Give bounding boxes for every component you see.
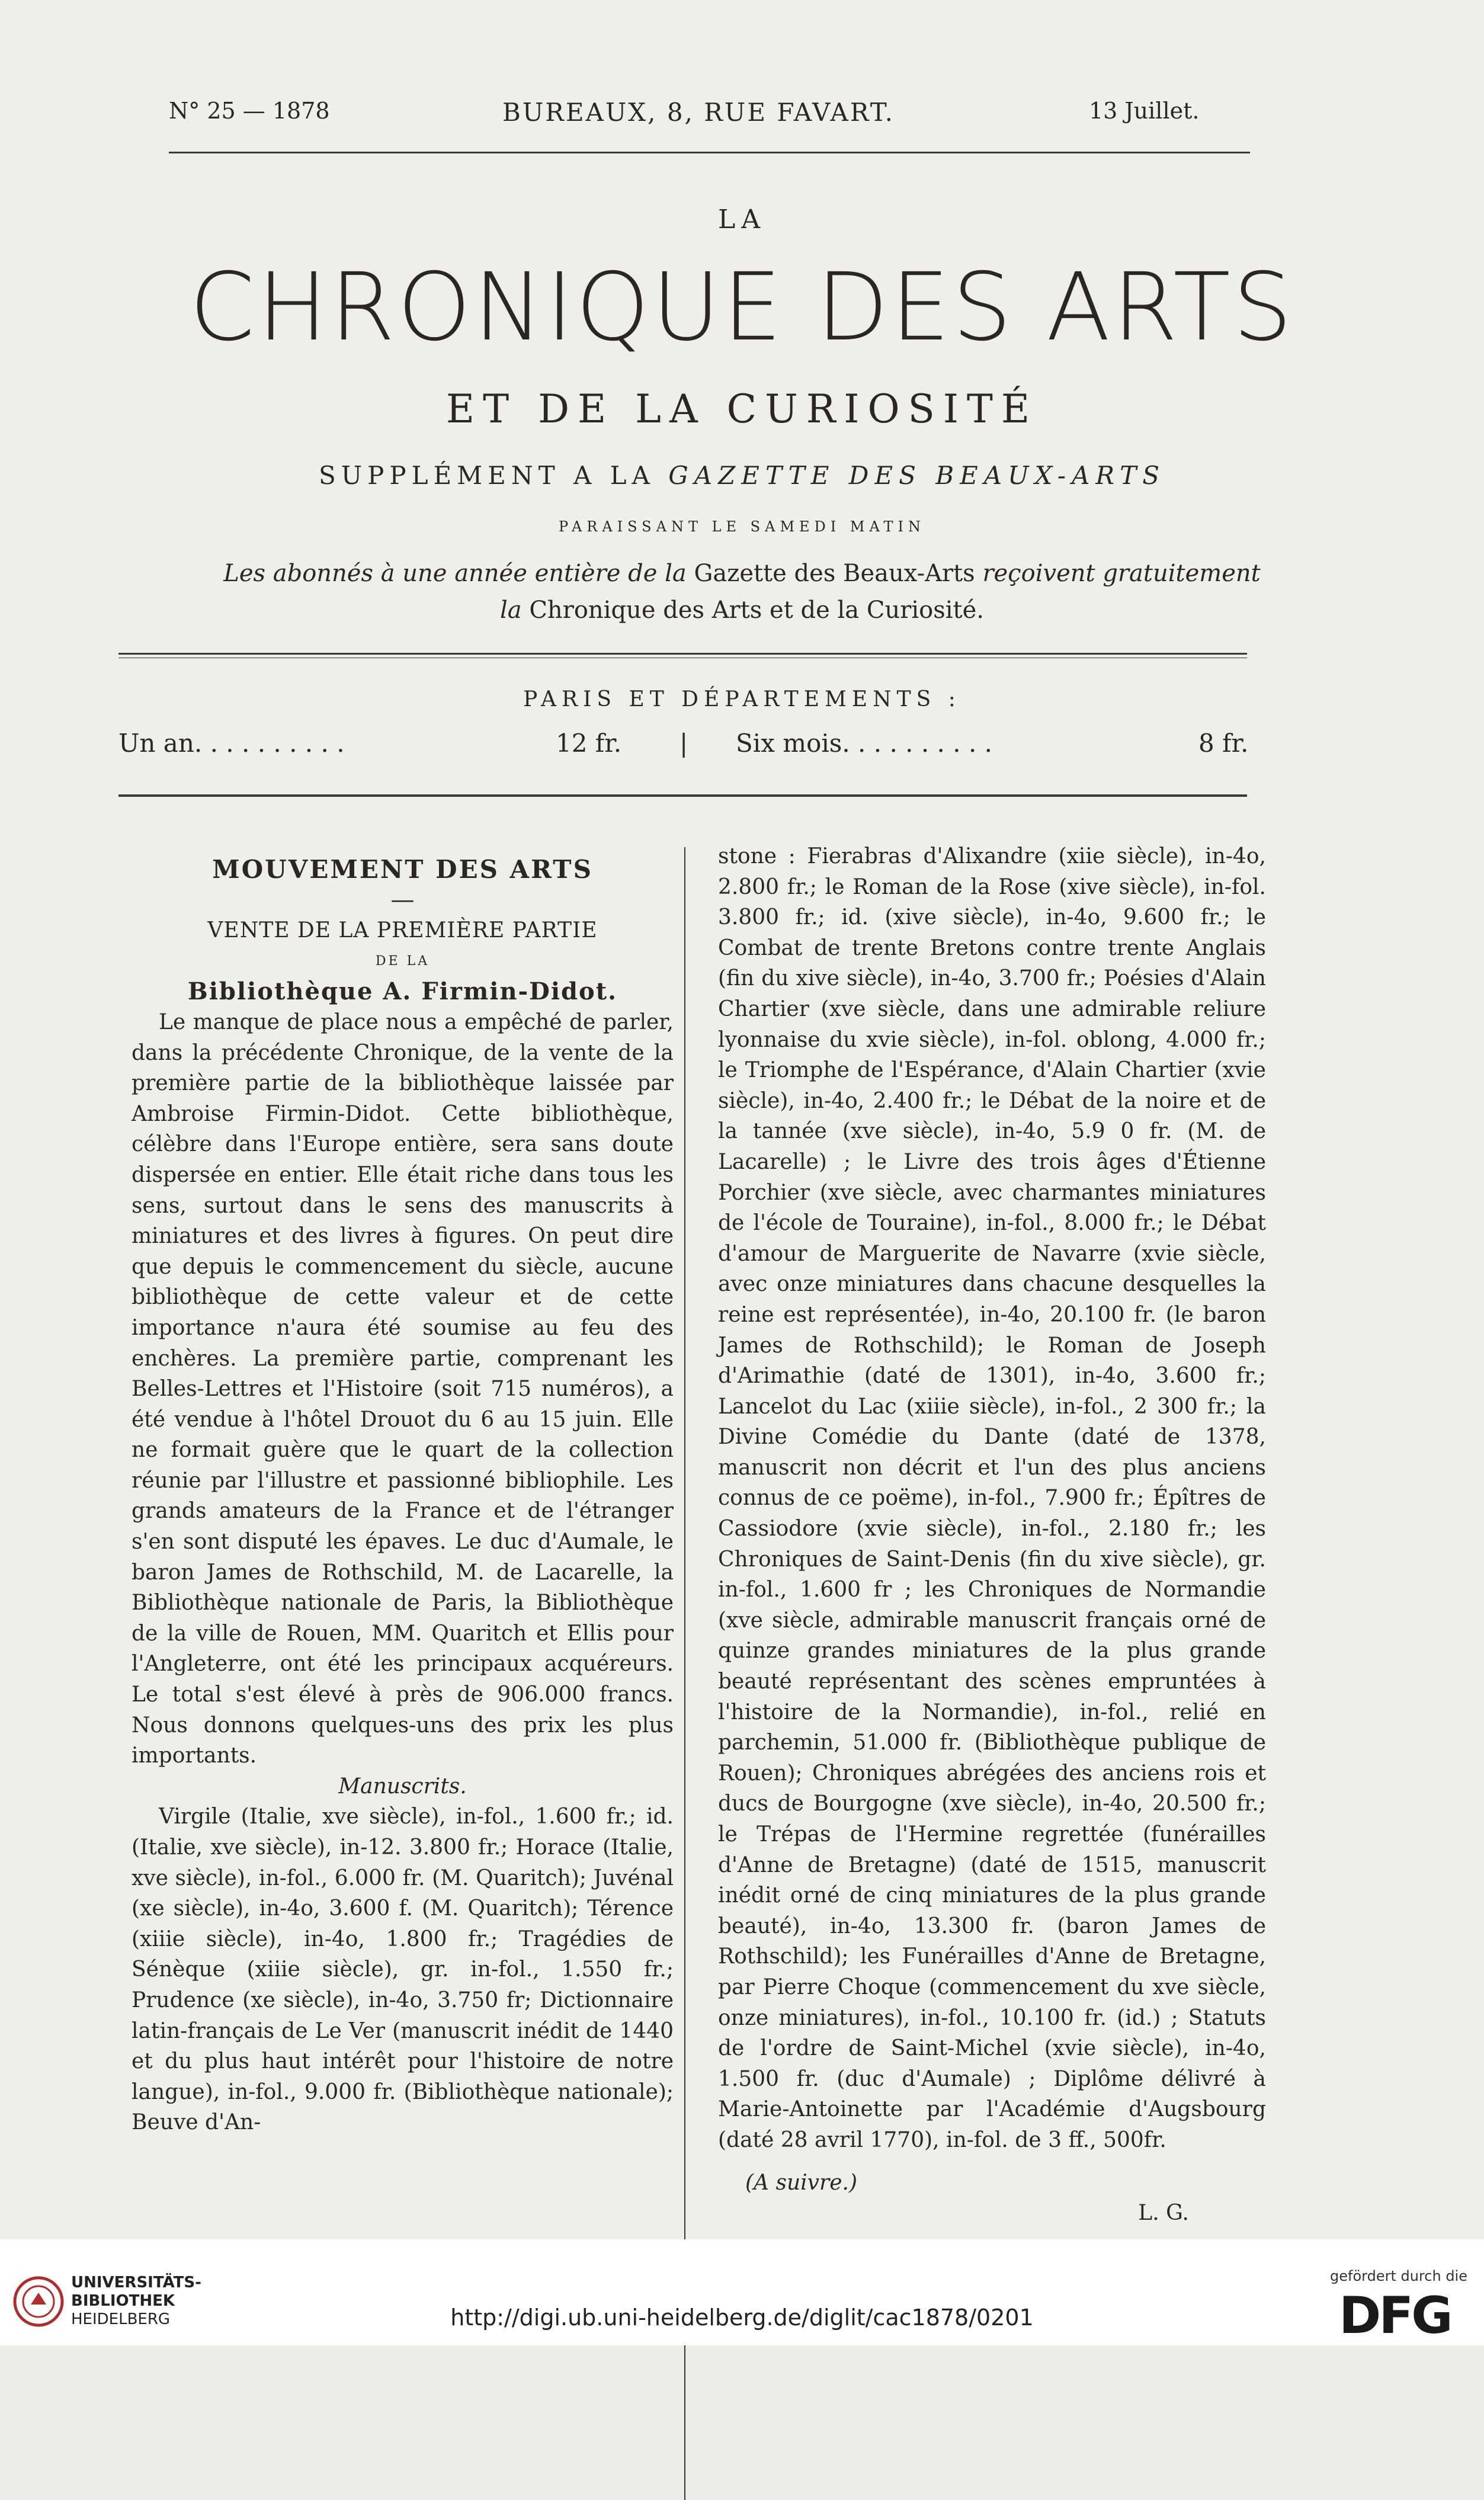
masthead-supplement [0, 461, 1484, 490]
price-separator: | [680, 729, 688, 758]
manuscript-list-left: Virgile (Italie, xve siècle), in-fol., 1.600 fr.; id. (Italie, xve siècle), in-12. 3.800 fr.; Horace (Italie, xve siècle), in-fol., 6.000 fr. (M. Quaritch); Juvénal (xe siècle), in-4o, 3.600 f. (M. Quaritch); Térence (xiiie siècle), in-4o, 1.800 fr.; Tragédies de Sénèque (xiiie siècle), gr. in-fol., 1.550 fr.; Prudence (xe siècle), in-4o, 3.750 fr; Dictionnaire latin-français de Le Ver (manuscrit inédit de 1440 et du plus haut intérêt pour l'histoire de notre langue), in-fol., 9.000 fr. (Bibliothèque nationale); Beuve d'An- [132, 1805, 674, 2135]
supplement-prefix: SUPPLÉMENT A LA [318, 461, 655, 490]
price-half-label: Six mois. . . . . . . . . . [736, 729, 993, 758]
sponsor-text: gefördert durch die [1330, 2268, 1467, 2284]
section-title: MOUVEMENT DES ARTS [212, 855, 593, 884]
article-column-right [718, 841, 1266, 2229]
masthead-rule [118, 653, 1247, 655]
library-line-2: BIBLIOTHEK [71, 2292, 175, 2310]
library-line-1: UNIVERSITÄTS- [71, 2274, 201, 2291]
masthead-schedule: PARAISSANT LE SAMEDI MATIN [559, 518, 925, 535]
article-column-left [132, 854, 674, 2138]
notice-1b: Gazette des Beaux-Arts [694, 560, 975, 587]
subscriber-notice [0, 555, 1484, 629]
digitization-footer [0, 2239, 1484, 2345]
notice-2a: la [499, 597, 522, 624]
article-headline: VENTE DE LA PREMIÈRE PARTIE [207, 918, 598, 943]
article-de-la: DE LA [375, 953, 430, 969]
masthead-article: LA [718, 204, 766, 235]
notice-1a: Les abonnés à une année entière de la [223, 560, 687, 587]
to-be-continued: (A suivre.) [745, 2170, 857, 2195]
price-half-value: 8 fr. [1198, 729, 1249, 758]
notice-1c: reçoivent gratuitement [982, 560, 1261, 587]
digital-copy-url[interactable]: http://digi.ub.uni-heidelberg.de/diglit/cac1878/0201 [450, 2305, 1034, 2331]
section-dash: — [390, 886, 415, 914]
price-year-value: 12 fr. [556, 729, 622, 758]
dfg-logo [1336, 2287, 1472, 2340]
manuscript-list-right: stone : Fierabras d'Alixandre (xiie siècle), in-4o, 2.800 fr.; le Roman de la Rose (xive siècle), in-fol. 3.800 fr.; id. (xive siècle), in-4o, 9.600 fr.; le Combat de trente Bretons contre trente Anglais (fin du xive siècle), in-4o, 3.700 fr.; Poésies d'Alain Chartier (xve siècle, dans une admirable reliure lyonnaise du xvie siècle), in-fol. oblong, 4.000 fr.; le Triomphe de l'Espérance, d'Alain Chartier (xvie siècle), in-4o, 2.400 fr.; le Débat de la noire et de la tannée (xve siècle), in-4o, 5.9 0 fr. (M. de Lacarelle) ; le Livre des trois âges d'Étienne Porchier (xve siècle, avec charmantes miniatures de l'école de Touraine), in-fol., 8.000 fr.; le Débat d'amour de Marguerite de Navarre (xvie siècle, avec onze miniatures dans chacune desquelles la reine est représentée), in-4o, 20.100 fr. (le baron James de Rothschild); le Roman de Joseph d'Arimathie (daté de 1301), in-4o, 3.600 fr.; Lancelot du Lac (xiiie siècle), in-fol., 2 300 fr.; la Divine Comédie du Dante (daté de 1378, manuscrit non décrit et l'un des plus anciens connus de ce poëme), in-fol., 7.900 fr.; Épîtres de Cassiodore (xvie siècle), in-fol., 2.180 fr.; les Chroniques de Saint-Denis (fin du xive siècle), gr. in-fol., 1.600 fr ; les Chroniques de Normandie (xve siècle, admirable manuscrit français orné de quinze grandes miniatures de la plus grande beauté représentant des scènes empruntées à l'histoire de la Normandie), in-fol., relié en parchemin, 51.000 fr. (Bibliothèque publique de Rouen); Chroniques abrégées des anciens rois et ducs de Bourgogne (xve siècle), in-4o, 20.500 fr.; le Trépas de l'Hermine regrettée (funérailles d'Anne de Bretagne) (daté de 1515, manuscrit inédit orné de cinq miniatures de la plus grande beauté), in-4o, 13.300 fr. (baron James de Rothschild); les Funérailles d'Anne de Bretagne, par Pierre Choque (commencement du xve siècle, onze miniatures), in-fol., 10.100 fr. (id.) ; Statuts de l'ordre de Saint-Michel (xvie siècle), in-4o, 1.500 fr. (duc d'Aumale) ; Diplôme délivré à Marie-Antoinette par l'Académie d'Augsbourg (daté 28 avril 1770), in-fol. de 3 ff., 500fr. [718, 844, 1266, 2152]
supplement-journal: GAZETTE DES BEAUX-ARTS [668, 461, 1166, 490]
issue-number: N° 25 — 1878 [169, 98, 330, 124]
article-library-name: Bibliothèque A. Firmin-Didot. [187, 977, 618, 1006]
notice-2b: Chronique des Arts et de la Curiosité. [529, 597, 985, 624]
author-signature: L. G. [1138, 2201, 1189, 2226]
header-line [0, 98, 1484, 134]
subscription-heading: PARIS ET DÉPARTEMENTS : [523, 687, 961, 711]
library-line-3: HEIDELBERG [71, 2310, 171, 2328]
subscription-rule [118, 794, 1247, 797]
masthead-title: CHRONIQUE DES ARTS [189, 253, 1295, 362]
manuscrits-heading: Manuscrits. [338, 1774, 467, 1799]
price-year-label: Un an. . . . . . . . . . [118, 729, 345, 758]
dfg-logo-text: DFG [1339, 2287, 1451, 2340]
issue-date: 13 Juillet. [1089, 98, 1200, 124]
office-address: BUREAUX, 8, RUE FAVART. [502, 98, 895, 127]
article-intro: Le manque de place nous a empêché de parler, dans la précédente Chronique, de la vente de la première partie de la bibliothèque laissée par Ambroise Firmin-Didot. Cette bibliothèque, célèbre dans l'Europe entière, sera sans doute dispersée en entier. Elle était riche dans tous les sens, surtout dans le sens des manuscrits à miniatures et des livres à figures. On peut dire que depuis le commencement du siècle, aucune bibliothèque de cette valeur et de cette importance n'aura été soumise au feu des enchères. La première partie, comprenant les Belles-Lettres et l'Histoire (soit 715 numéros), a été vendue à l'hôtel Drouot du 6 au 15 juin. Elle ne formait guère que le quart de la collection réunie par l'illustre et passionné bibliophile. Les grands amateurs de la France et de l'étranger s'en sont disputé les épaves. Le duc d'Aumale, le baron James de Rothschild, M. de Lacarelle, la Bibliothèque nationale de Paris, la Bibliothèque de la ville de Rouen, MM. Quaritch et Ellis pour l'Angleterre, ont été les principaux acquéreurs. Le total s'est élevé à près de 906.000 francs. Nous donnons quelques-uns des prix les plus importants. [132, 1009, 674, 1768]
header-rule [169, 152, 1250, 153]
masthead-subtitle: ET DE LA CURIOSITÉ [445, 386, 1039, 432]
